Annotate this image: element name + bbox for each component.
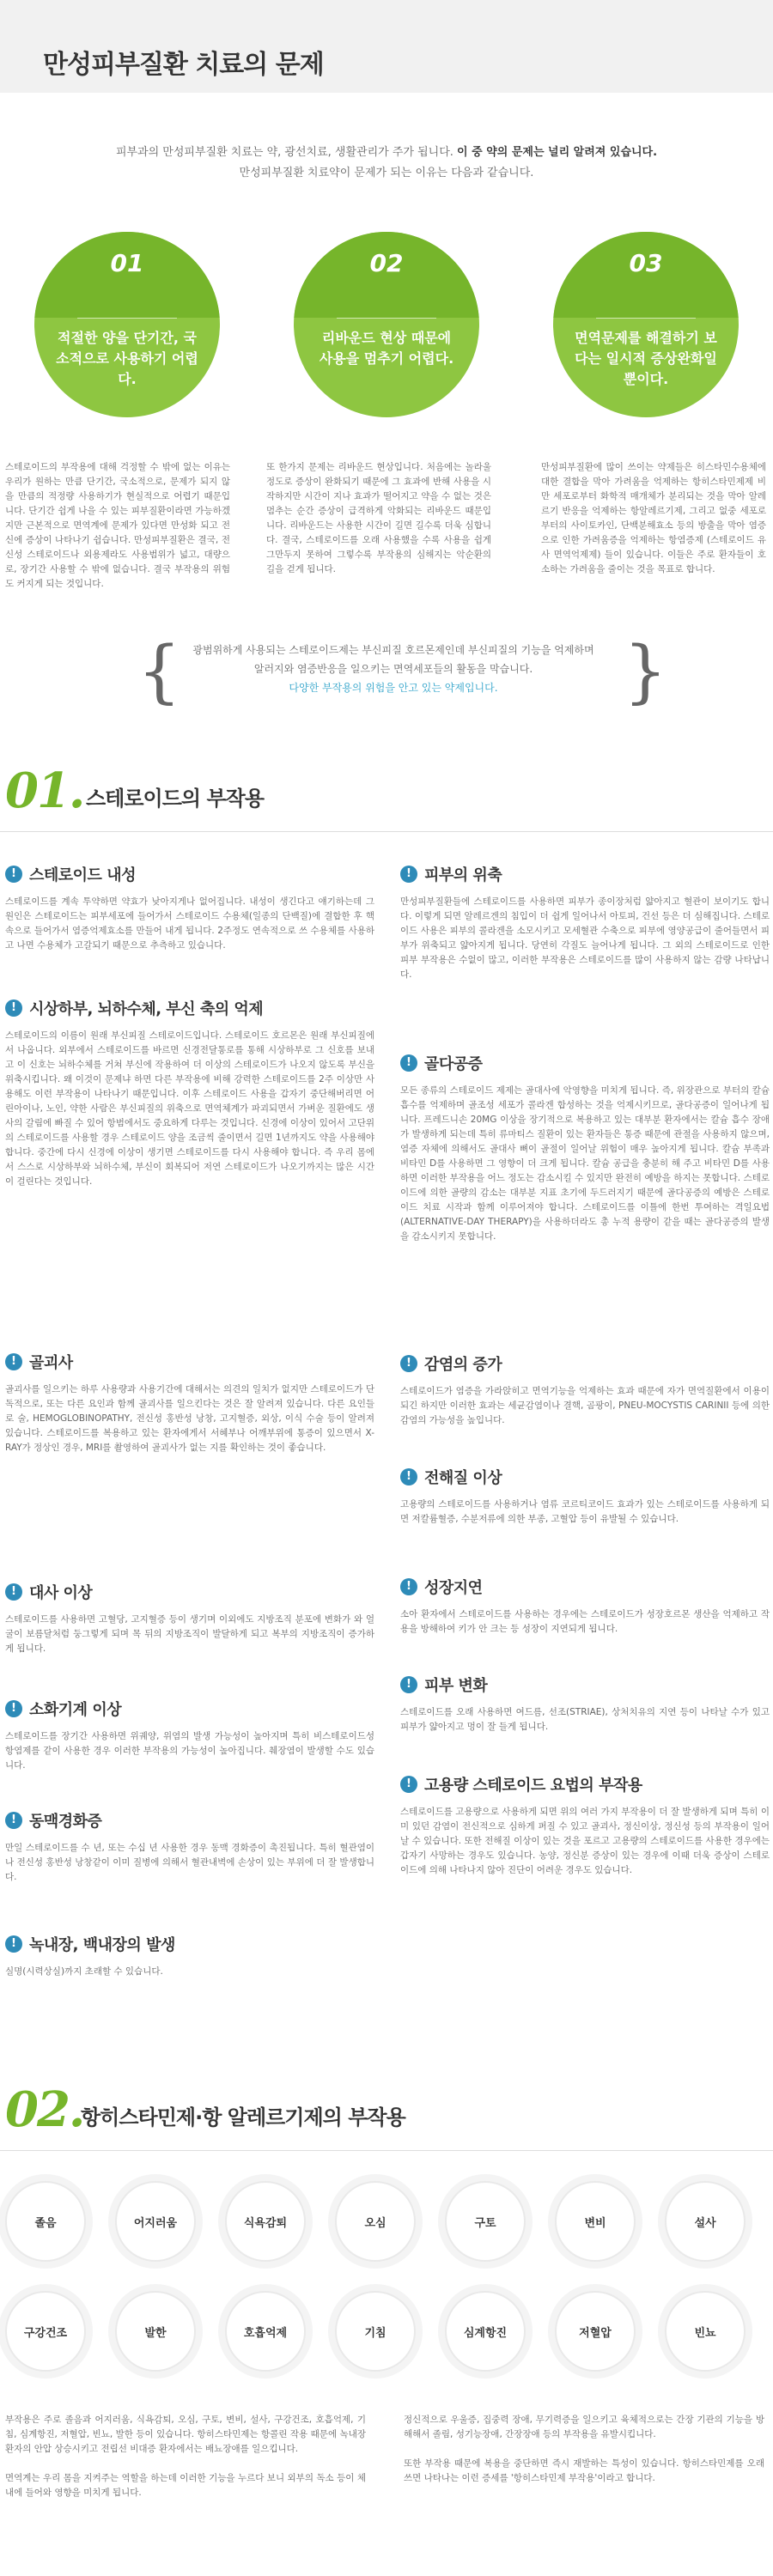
side-effect-title: 골괴사 bbox=[29, 1354, 73, 1372]
section-number: 01. bbox=[5, 762, 84, 819]
exclamation-icon: ! bbox=[5, 866, 22, 883]
symptom-bubble: 졸음 bbox=[5, 2181, 86, 2262]
side-effect-title: 피부 변화 bbox=[424, 1677, 488, 1695]
side-effect-text: 스테로이드의 이름이 원래 부신피질 스테로이드입니다. 스테로이드 호르몬은 원래 부신피질에서 나옵니다. 외부에서 스테로이드를 바르면 신경전달통로를 통해 시상하부로 그 신호를 보내고 이 신호는 뇌하수체를 거쳐 부신에 작용하여 더 이상의 스테로이드가 나오지 않도록 부신을 위축시킵니다. 왜 이것이 문제냐 하면 다른 부작용에 비해 강력한 스테로이드를 2주 이상만 사용해도 이런 부작용이 나타나기 때문입니다. 이후 스테로이드 사용을 갑자기 중단해버리면 어린아이나, 노인, 약한 사람은 부신피질의 위축으로 면역체계가 파괴되면서 가벼운 질환에도 생사의 갈림에 빠질 수 있어 항범에서도 중요하게 다루는 것입니다. 신경에 이상이 있어서 고단위의 스테로이드를 사용할 경우 스테로이드 양을 조금씩 줄이면서 길면 1년까지도 약을 사용해야 합니다. 중간에 다시 신경에 이상이 생기면 스테로이드를 다시 사용해야 합니다. 즉 우리 몸에서 스스로 시상하부와 뇌하수체, 부신이 회복되어 저연 스테로이드가 나오기까지는 많은 시간이 걸린다는 것입니다. bbox=[5, 1030, 374, 1187]
side-effect-title: 감염의 증가 bbox=[424, 1356, 502, 1374]
side-effect-item bbox=[5, 862, 374, 953]
exclamation-icon: ! bbox=[400, 1676, 417, 1693]
section-1-header bbox=[0, 762, 773, 819]
problem-circles bbox=[0, 232, 773, 438]
section-number: 02. bbox=[5, 2081, 84, 2138]
right-brace-icon: } bbox=[624, 631, 667, 711]
symptom-bubble: 심계항진 bbox=[445, 2291, 526, 2372]
side-effect-title: 대사 이상 bbox=[29, 1584, 93, 1602]
intro-line1-emphasis: 이 중 약의 문제는 널리 알려져 있습니다. bbox=[457, 146, 658, 159]
exclamation-icon: ! bbox=[400, 1578, 417, 1595]
side-effect-item bbox=[400, 1772, 770, 1878]
circle-text: 면역문제를 해결하기 보다는 일시적 증상완화일 뿐이다. bbox=[575, 330, 717, 387]
symptom-bubble: 변비 bbox=[555, 2181, 636, 2262]
side-effect-text: 실명(시력상실)까지 초래할 수 있습니다. bbox=[5, 1966, 163, 1977]
symptom-bubble: 발한 bbox=[115, 2291, 196, 2372]
side-effect-title: 피부의 위축 bbox=[424, 866, 502, 884]
side-effect-title: 전해질 이상 bbox=[424, 1469, 502, 1487]
circle-text: 적절한 양을 단기간, 국소적으로 사용하기 어렵다. bbox=[56, 330, 198, 387]
exclamation-icon: ! bbox=[5, 999, 22, 1017]
side-effect-item bbox=[400, 1575, 770, 1637]
problem-description-1: 스테로이드의 부작용에 대해 걱정할 수 밖에 없는 이유는 우리가 원하는 만큼 단기간, 국소적으로, 문제가 되지 않을 만큼의 적정량 사용하기가 현실적으로 어렵기 때문입니다. 단기간 쉽게 나을 수 있는 피부질환이라면 가능하겠지만 근본적으로 면역계에 문제가 있다면 만성화 되고 전신에 증상이 나타나기 쉽습니다. 만성피부질환은 결국, 전신성 스테로이드나 외용제라도 사용범위가 넓고, 대량으로, 장기간 사용할 수 밖에 없습니다. 결국 부작용의 위험도 커지게 되는 것입니다. bbox=[5, 462, 230, 589]
antihistamine-description-right: 정신적으로 우울증, 집중력 장애, 무기력증을 일으키고 육체적으로는 간장 기관의 기능을 방해해서 졸림, 성기능장애, 간장장애 등의 부작용을 유발시킵니다. 또한 부작용 때문에 복용을 중단하면 즉시 재발하는 특성이 있습니다. 항히스타민제를 오래쓰면 나타나는 이런 증세를 '항히스타민제 부작용'이라고 합니다. bbox=[404, 2415, 764, 2483]
exclamation-icon: ! bbox=[400, 1468, 417, 1485]
side-effect-item bbox=[400, 1673, 770, 1735]
intro-line1: 피부과의 만성피부질환 치료는 약, 광선치료, 생활관리가 주가 됩니다. bbox=[115, 146, 458, 159]
symptom-bubble: 기침 bbox=[335, 2291, 416, 2372]
side-effect-item bbox=[400, 1465, 770, 1527]
symptom-bubble: 호흡억제 bbox=[225, 2291, 306, 2372]
side-effect-title: 동맥경화증 bbox=[29, 1813, 102, 1831]
page-title: 만성피부질환 치료의 문제 bbox=[43, 50, 324, 80]
side-effect-text: 만성피부질환들에 스테로이드를 사용하면 피부가 종이장처럼 얇아지고 혈관이 보이기도 합니다. 이렇게 되면 알레르겐의 침입이 더 쉽게 일어나서 아토피, 건선 등은 더 심해집니다. 스테로이드 사용은 피부의 콜라겐을 소모시키고 모세혈관 수축으로 피부에 영양공급이 줄어들면서 피부가 위축되고 얇아지게 됩니다. 당연히 각질도 늘어나게 됩니다. 그 외의 스테로이드로 인한 피부 부작용은 수없이 많고, 이러한 부작용은 스테로이드를 많이 사용하지 않는 감량 나타납니다. bbox=[400, 896, 770, 980]
symptom-bubble: 설사 bbox=[665, 2181, 746, 2262]
side-effect-item bbox=[400, 862, 770, 982]
side-effect-title: 고용량 스테로이드 요법의 부작용 bbox=[424, 1777, 642, 1795]
circle-text: 리바운드 현상 때문에 사용을 멈추기 어렵다. bbox=[319, 330, 454, 367]
exclamation-icon: ! bbox=[400, 866, 417, 883]
side-effect-text: 만일 스테로이드를 수 년, 또는 수십 년 사용한 경우 동맥 경화증이 촉진됩니다. 특히 혈관염이나 전신성 홍반성 낭창같이 이미 질병에 의해서 혈관내벽에 손상이 있는 부위에 더 잘 발생합니다. bbox=[5, 1843, 374, 1882]
exclamation-icon: ! bbox=[5, 1700, 22, 1717]
side-effect-text: 소아 환자에서 스테로이드를 사용하는 경우에는 스테로이드가 성장호르몬 생산을 억제하고 작용을 방해하여 키가 안 크는 등 성장이 지연되게 됩니다. bbox=[400, 1609, 770, 1634]
side-effect-text: 스테로이드를 오래 사용하면 여드름, 선조(STRIAE), 상처치유의 지연 등이 나타날 수가 있고 피부가 얇아지고 멍이 잘 들게 됩니다. bbox=[400, 1707, 770, 1732]
side-effect-text: 모든 종류의 스테로이드 제제는 골대사에 악영향을 미치게 됩니다. 즉, 위장관으로 부터의 칼슘 흡수를 억제하며 골조성 세포가 콜라겐 합성하는 것을 억제시키므로, 골다공증이 일어나게 됩니다. 프레드니손 20MG 이상을 장기적으로 복용하고 있는 대부분 환자에서는 칼슘 흡수 장애가 발생하게 되는데 특히 류마티스 질환이 있는 환자들은 통증 때문에 관절을 사용하지 않으며, 염증 자체에 의해서도 골대사 뼈이 골절이 일어날 위험이 매우 높아지게 됩니다. 칼슘 부족과 비타민 D를 사용하면 그 영향이 더 크게 됩니다. 칼슘 공급을 충분히 해 주고 비타민 D를 사용하면 이러한 부작용을 어느 정도는 감소시킬 수 있지만 완전히 예방을 하지는 못합니다. 스테로이드에 의한 골량의 감소는 대부분 지표 초기에 두드러지기 때문에 골다공증의 예방은 스테로이드 치료 시작과 함께 이루어져야 합니다. 스테로이드를 이틀에 한번 투여하는 격일요법(ALTERNATIVE-DAY THERAPY)을 사용하더라도 총 누적 용량이 같을 때는 골다공증의 발생을 감소시키지 못합니다. bbox=[400, 1085, 770, 1242]
antihistamine-description-left: 부작용은 주로 졸음과 어지러움, 식욕감퇴, 오심, 구토, 변비, 설사, 구강건조, 호흡억제, 기침, 심계항진, 저혈압, 빈뇨, 발한 등이 있습니다. 항히스타민제는 항콜린 작용 때문에 녹내장 환자의 안압 상승시키고 전립선 비대증 환자에서는 배뇨장애를 일으킵니다. 면역계는 우리 몸을 지켜주는 역할을 하는데 이러한 기능을 누르다 보니 외부의 독소 등이 체내에 들어와 영향을 미치게 됩니다. bbox=[5, 2415, 366, 2498]
side-effect-item bbox=[400, 1352, 770, 1428]
side-effect-title: 녹내장, 백내장의 발생 bbox=[29, 1936, 175, 1954]
symptom-bubble: 저혈압 bbox=[555, 2291, 636, 2372]
side-effect-item bbox=[5, 1350, 374, 1455]
side-effect-text: 스테로이드를 장기간 사용하면 위궤양, 위염의 발생 가능성이 높아지며 특히 비스테로이드성 항염제를 같이 사용한 경우 이러한 부작용의 가능성이 높아집니다. 췌장염이 발생할 수도 있습니다. bbox=[5, 1731, 374, 1771]
side-effect-item bbox=[5, 996, 374, 1189]
side-effect-item bbox=[5, 1580, 374, 1656]
note-line2: 알러지와 염증반응을 일으키는 면역세포들의 활동을 막습니다. bbox=[253, 663, 533, 675]
intro-line2: 만성피부질환 치료약이 문제가 되는 이유는 다음과 같습니다. bbox=[239, 167, 534, 179]
steroid-note bbox=[153, 641, 634, 697]
symptom-bubble: 식욕감퇴 bbox=[225, 2181, 306, 2262]
exclamation-icon: ! bbox=[400, 1776, 417, 1793]
section-title: 항히스타민제·항 알레르기제의 부작용 bbox=[81, 2105, 405, 2129]
side-effect-title: 시상하부, 뇌하수체, 부신 축의 억제 bbox=[29, 1000, 264, 1018]
side-effect-item bbox=[5, 1932, 374, 1979]
exclamation-icon: ! bbox=[400, 1054, 417, 1072]
symptom-bubble: 구토 bbox=[445, 2181, 526, 2262]
note-line3: 다양한 부작용의 위험을 안고 있는 약제입니다. bbox=[289, 682, 498, 694]
side-effect-text: 스테로이드를 계속 투약하면 약효가 낮아지게나 없어집니다. 내성이 생긴다고 얘기하는데 그 원인은 스테로이드는 피부세포에 들어가서 스테로이드 수용체(일종의 단백질)에 결합한 후 핵속으로 들어가서 염증억제효소를 만들어 내게 됩니다. 2주정도 연속적으로 쓰 수용체를 사용하고 나면 수용체가 고갈되기 때문으로 추측하고 있습니다. bbox=[5, 896, 374, 951]
symptom-bubble: 빈뇨 bbox=[665, 2291, 746, 2372]
symptom-bubble: 구강건조 bbox=[5, 2291, 86, 2372]
exclamation-icon: ! bbox=[5, 1812, 22, 1829]
section-2-header bbox=[0, 2081, 773, 2138]
side-effect-text: 스테로이드가 염증을 가라앉히고 면역기능을 억제하는 효과 때문에 자가 면역질환에서 이용이 되긴 하지만 이러한 효과는 세균감염이나 결핵, 곰팡이, PNEU-MOCYSTIS CARINII 등에 의한 감염의 가능성을 높입니다. bbox=[400, 1386, 770, 1425]
note-line1: 광범위하게 사용되는 스테로이드제는 부신피질 호르몬제인데 부신피질의 기능을 억제하며 bbox=[192, 644, 594, 656]
problem-circle-2 bbox=[294, 232, 479, 417]
exclamation-icon: ! bbox=[5, 1583, 22, 1601]
symptom-bubbles bbox=[0, 2181, 773, 2387]
side-effect-text: 스테로이드를 사용하면 고혈당, 고지혈증 등이 생기며 이외에도 지방조직 분포에 변화가 와 얼굴이 보름달처럼 둥그렇게 되며 목 뒤의 지방조직이 발달하게 되고 복부의 지방조직이 증가하게 됩니다. bbox=[5, 1614, 374, 1654]
side-effect-item bbox=[400, 1051, 770, 1244]
exclamation-icon: ! bbox=[400, 1355, 417, 1372]
symptom-bubble: 어지러움 bbox=[115, 2181, 196, 2262]
problem-description-3: 만성피부질환에 많이 쓰이는 약제들은 히스타민수용체에 대한 결합을 막아 가려움을 억제하는 항히스타민제제 비만 세포로부터 화학적 매개체가 분리되는 것을 막아 알레르기 반응을 억제하는 항알레르기제, 그리고 없중 세포로부터의 사이토카인, 단백분해효소 등의 방출을 막아 염증으로 인한 가려움증을 억제하는 항염증제 (스테로이드 유사 면역억제제) 들이 있습니다. 이들은 주로 환자들이 호소하는 가려움을 줄이는 것을 목표로 합니다. bbox=[541, 462, 766, 574]
side-effect-text: 골괴사를 일으키는 하루 사용량과 사용기간에 대해서는 의견의 일치가 없지만 스테로이드가 단독적으로, 또는 다른 요인과 함께 골괴사를 일으킨다는 것은 잘 알려져 있습니다. 다른 요인들로 술, HEMOGLOBINOPATHY, 전신성 홍반성 낭창, 고지혈증, 외상, 이식 수술 등이 알려져 있습니다. 스테로이드를 복용하고 있는 환자에게서 서혜부나 어깨부위에 통증이 있으면서 X-RAY가 정상인 경우, MRI를 촬영하여 골괴사가 없는 지를 확인하는 것이 좋습니다. bbox=[5, 1384, 374, 1453]
side-effect-text: 고용량의 스테로이드를 사용하거나 염류 코르티코이드 효과가 있는 스테로이드를 사용하게 되면 저칼륨혈증, 수분저류에 의한 부종, 고혈압 등이 유발될 수 있습니다. bbox=[400, 1499, 770, 1524]
circle-number: 03 bbox=[629, 249, 663, 277]
left-brace-icon: { bbox=[137, 631, 181, 711]
exclamation-icon: ! bbox=[5, 1353, 22, 1370]
problem-description-2: 또 한가지 문제는 리바운드 현상입니다. 처음에는 놀라울 정도로 증상이 완화되기 때문에 그 효과에 반해 사용을 시작하지만 시간이 지나 효과가 떨어지고 약을 수 없는 것은 멈추는 순간 증상이 급격하게 악화되는 리바운드 때문입니다. 리바운드는 사용한 시간이 길면 길수록 더욱 심합니다. 결국, 스테로이드를 오래 사용했을 수록 사용을 쉽게 그만두지 못하여 그렇수록 부작용의 심해지는 악순환의 길을 걷게 됩니다. bbox=[266, 462, 491, 574]
side-effect-title: 스테로이드 내성 bbox=[29, 866, 136, 884]
intro-text bbox=[0, 143, 773, 184]
side-effect-title: 성장지연 bbox=[424, 1579, 483, 1597]
problem-circle-3 bbox=[553, 232, 739, 417]
circle-number: 01 bbox=[110, 249, 144, 277]
problem-circle-1 bbox=[34, 232, 220, 417]
exclamation-icon: ! bbox=[5, 1935, 22, 1953]
side-effect-item bbox=[5, 1697, 374, 1773]
side-effect-item bbox=[5, 1808, 374, 1885]
section-title: 스테로이드의 부작용 bbox=[86, 787, 265, 811]
symptom-bubble: 오심 bbox=[335, 2181, 416, 2262]
side-effect-title: 골다공증 bbox=[424, 1055, 483, 1073]
circle-number: 02 bbox=[369, 249, 404, 277]
side-effect-text: 스테로이드를 고용량으로 사용하게 되면 위의 여러 가지 부작용이 더 잘 발생하게 되며 특히 이미 있던 감염이 전신적으로 심하게 퍼질 수 있고 골괴사, 정신이상, 정신성 등의 부작용이 일어날 수 있습니다. 또한 전해질 이상이 있는 것을 포르고 고용량의 스테로이드를 사용한 경우에는 갑자기 사망하는 경우도 있습니다. 농양, 정신분 증상이 있는 경우에 이때 더욱 증상이 스테로이드에 의해 나타나지 않아 진단이 어려운 경우도 있습니다. bbox=[400, 1807, 770, 1875]
side-effect-title: 소화기계 이상 bbox=[29, 1701, 122, 1719]
